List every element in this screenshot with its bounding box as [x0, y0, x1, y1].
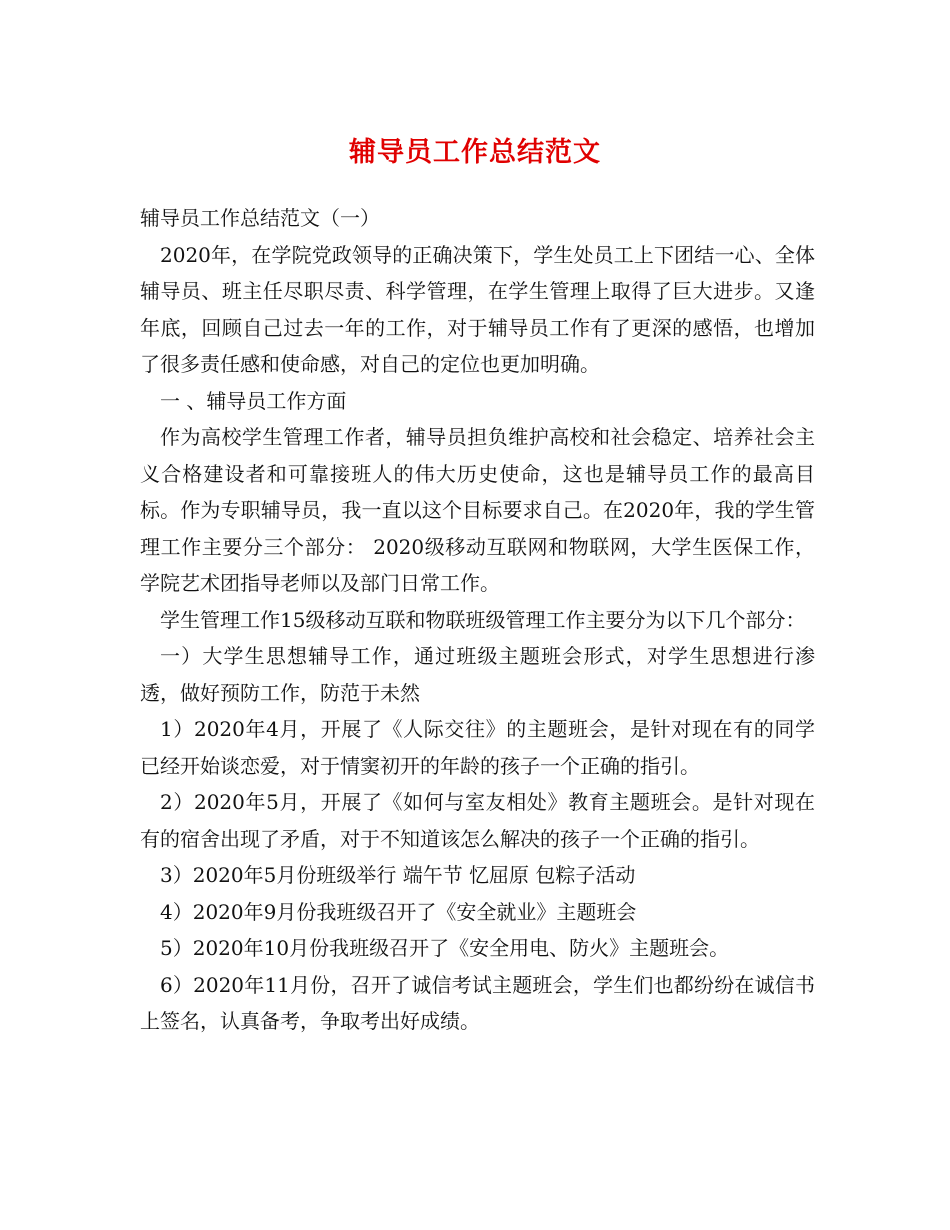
document-title: 辅导员工作总结范文 — [349, 137, 601, 168]
list-item: 3）2020年5月份班级举行 端午节 忆屈原 包粽子活动 — [160, 863, 636, 887]
section-heading: 一 、辅导员工作方面 — [160, 388, 347, 413]
paragraph: 一）大学生思想辅导工作，通过班级主题班会形式，对学生思想进行渗透，做好预防工作，防范于未然 — [140, 644, 815, 705]
list-item: 2）2020年5月，开展了《如何与室友相处》教育主题班会。是针对现在有的宿舍出现了矛盾，对于不知道该怎么解决的孩子一个正确的指引。 — [140, 790, 815, 851]
paragraph: 作为高校学生管理工作者，辅导员担负维护高校和社会稳定、培养社会主义合格建设者和可靠接班人的伟大历史使命，这也是辅导员工作的最高目标。作为专职辅导员，我一直以这个目标要求自己。在2020年，我的学生管理工作主要分三个部分： 2020级移动互联网和物联网，大学生医保工作，学院艺术团指导老师以及部门日常工作。 — [140, 425, 815, 595]
paragraph: 2020年，在学院党政领导的正确决策下，学生处员工上下团结一心、全体辅导员、班主任尽职尽责、科学管理，在学生管理上取得了巨大进步。又逢年底，回顾自己过去一年的工作，对于辅导员工作有了更深的感悟，也增加了很多责任感和使命感，对自己的定位也更加明确。 — [140, 242, 815, 376]
list-item: 4）2020年9月份我班级召开了《安全就业》主题班会 — [160, 899, 637, 924]
list-item: 1）2020年4月，开展了《人际交往》的主题班会，是针对现在有的同学已经开始谈恋爱，对于情窦初开的年龄的孩子一个正确的指引。 — [140, 717, 815, 778]
paragraph: 辅导员工作总结范文（一） — [140, 206, 380, 230]
document-body — [140, 200, 815, 1040]
paragraph: 学生管理工作15级移动互联和物联班级管理工作主要分为以下几个部分： — [160, 607, 806, 632]
list-item: 5）2020年10月份我班级召开了《安全用电、防火》主题班会。 — [160, 936, 730, 960]
list-item: 6）2020年11月份，召开了诚信考试主题班会，学生们也都纷纷在诚信书上签名，认真备考，争取考出好成绩。 — [140, 972, 815, 1033]
